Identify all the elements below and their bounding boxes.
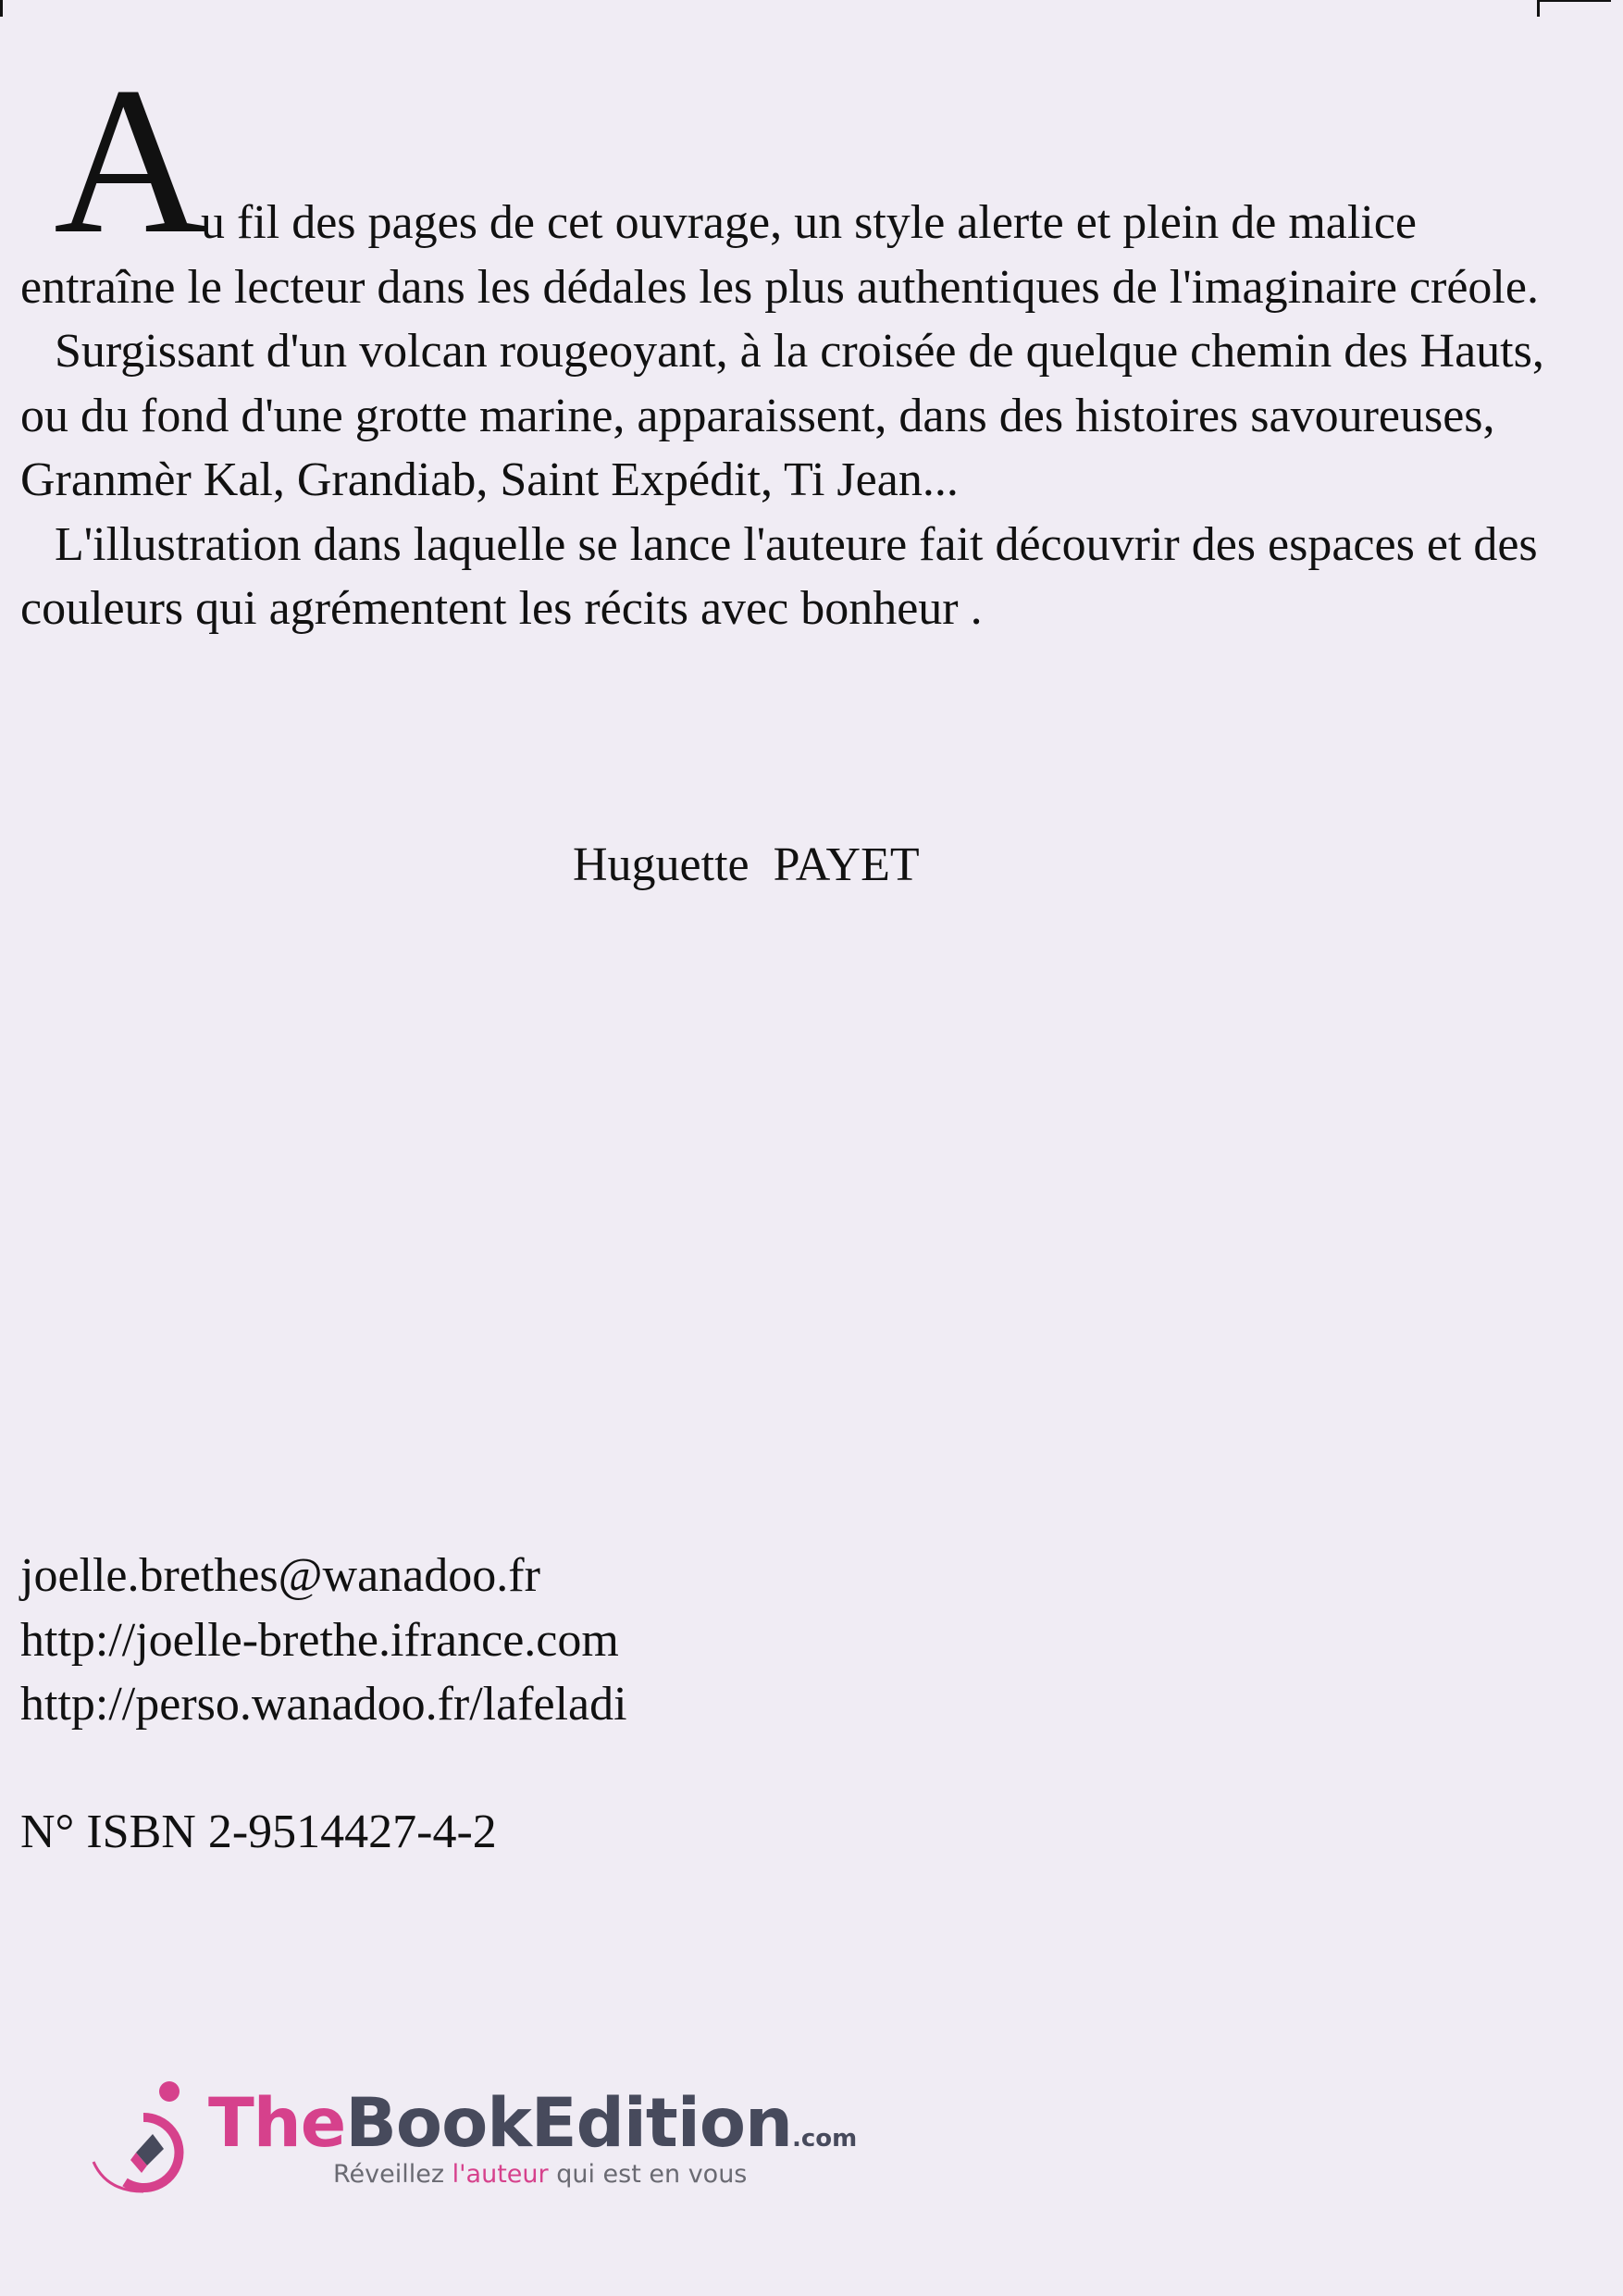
logo-book-edition: BookEdition (345, 2084, 792, 2163)
publisher-logo (88, 2080, 858, 2210)
contact-block (20, 1544, 627, 1737)
logo-tagline-start: Réveillez (333, 2160, 452, 2189)
blurb-paragraph-2: Surgissant d'un volcan rougeoyant, à la croisée de quelque chemin des Hauts, ou du fond d'une grotte marine, apparaissent, dans des histoires savoureuses, Granmèr Kal, Grandiab, Saint Expédit, Ti Jean... (20, 325, 1544, 506)
contact-website-2: http://perso.wanadoo.fr/lafeladi (20, 1678, 627, 1731)
logo-tagline-accent: l'auteur (452, 2160, 549, 2189)
logo-dotcom: .com (791, 2125, 858, 2153)
contact-email: joelle.brethes@wanadoo.fr (20, 1549, 540, 1602)
crop-mark-left (0, 0, 3, 17)
logo-tagline-end: qui est en vous (548, 2160, 748, 2189)
blurb-paragraph-1 (20, 44, 1556, 319)
contact-website-1: http://joelle-brethe.ifrance.com (20, 1613, 619, 1667)
back-cover-blurb (20, 44, 1556, 641)
drop-cap: A (54, 44, 206, 278)
author-signature: Huguette PAYET (573, 838, 920, 891)
logo-the: The (208, 2084, 346, 2163)
blurb-paragraph-1-text: u fil des pages de cet ouvrage, un style alerte et plein de malice entraîne le lecteur dans les dédales les plus authentiques de l'imaginaire créole. (20, 196, 1539, 314)
logo-tagline (333, 2160, 747, 2189)
isbn-number: N° ISBN 2-9514427-4-2 (20, 1806, 497, 1858)
thebookedition-logo-icon (88, 2080, 199, 2201)
crop-mark-right (1537, 0, 1540, 17)
crop-mark-right-line (1537, 0, 1611, 2)
blurb-paragraph-3: L'illustration dans laquelle se lance l'auteure fait découvrir des espaces et des couleurs qui agrémentent les récits avec bonheur . (20, 517, 1538, 635)
